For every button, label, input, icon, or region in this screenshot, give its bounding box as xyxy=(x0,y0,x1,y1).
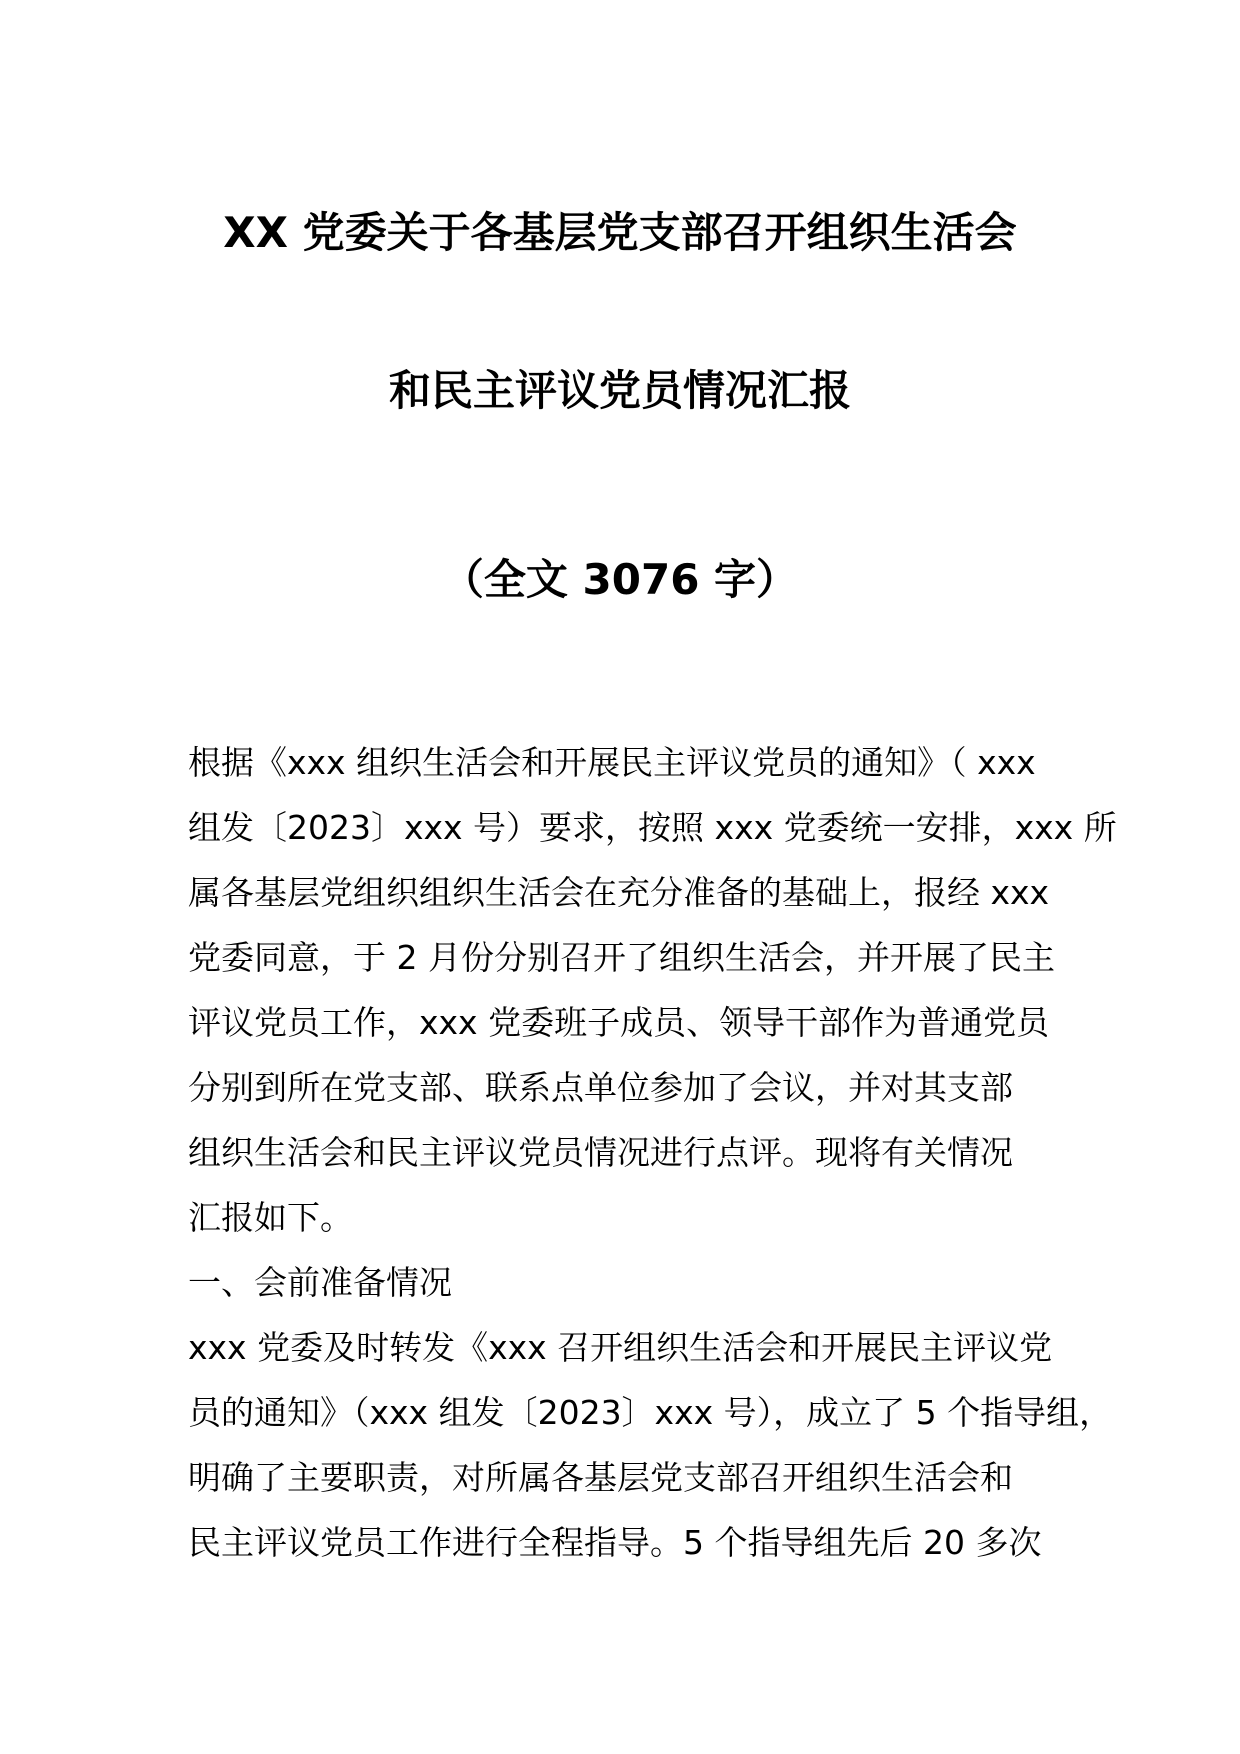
body-line: 组发〔2023〕xxx 号）要求，按照 xxx 党委统一安排，xxx 所 xyxy=(188,808,1117,847)
document-word-count: （全文 3076 字） xyxy=(441,555,799,604)
body-line: 根据《xxx 组织生活会和开展民主评议党员的通知》（ xxx xyxy=(188,743,1036,782)
body-line: 组织生活会和民主评议党员情况进行点评。现将有关情况 xyxy=(188,1133,1013,1172)
body-line: 党委同意，于 2 月份分别召开了组织生活会，并开展了民主 xyxy=(188,938,1055,977)
section-heading: 一、会前准备情况 xyxy=(188,1263,452,1302)
body-line: 民主评议党员工作进行全程指导。5 个指导组先后 20 多次 xyxy=(188,1523,1042,1562)
body-line: 属各基层党组织组织生活会在充分准备的基础上，报经 xxx xyxy=(188,873,1050,912)
body-line: 汇报如下。 xyxy=(188,1198,353,1237)
document-title-line-1: XX 党委关于各基层党支部召开组织生活会 xyxy=(223,208,1017,257)
body-line: 明确了主要职责，对所属各基层党支部召开组织生活会和 xyxy=(188,1458,1013,1497)
body-line: 评议党员工作，xxx 党委班子成员、领导干部作为普通党员 xyxy=(188,1003,1050,1042)
document-body xyxy=(188,730,1117,1575)
body-line: 员的通知》（xxx 组发〔2023〕xxx 号），成立了 5 个指导组， xyxy=(188,1393,1113,1432)
body-line: 分别到所在党支部、联系点单位参加了会议，并对其支部 xyxy=(188,1068,1013,1107)
body-line: xxx 党委及时转发《xxx 召开组织生活会和开展民主评议党 xyxy=(188,1328,1053,1367)
document-title-line-2: 和民主评议党员情况汇报 xyxy=(388,366,851,415)
